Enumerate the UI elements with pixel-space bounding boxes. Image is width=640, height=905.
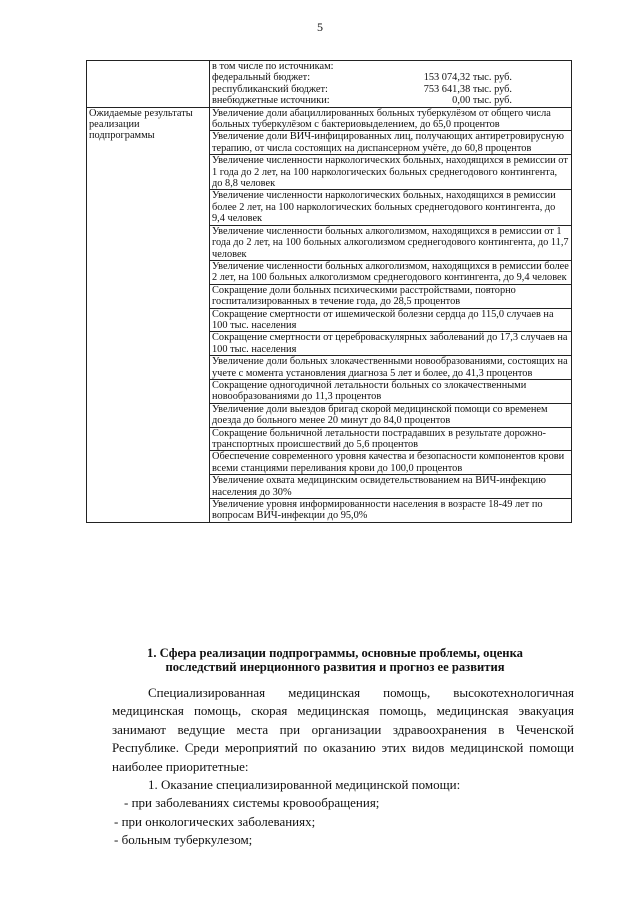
funding-sources-row	[87, 61, 572, 108]
expected-result-item: Увеличение численности наркологических больных, находящихся в ремиссии от 1 года до 2 лет, на 100 наркологических больных среднегодового контингента, до 8,8 человек	[210, 155, 571, 190]
subprogram-passport-table	[86, 60, 572, 523]
expected-result-item: Увеличение доли больных злокачественными новообразованиями, состоящих на учете с момента установления диагноза 5 лет и более, до 41,3 процентов	[210, 356, 571, 380]
expected-result-item: Увеличение численности больных алкоголизмом, находящихся в ремиссии более 2 лет, на 100 больных алкоголизмом среднегодового контингента, до 9,4 человек	[210, 261, 571, 285]
expected-results-cell	[210, 107, 572, 522]
page-number: 5	[317, 20, 323, 34]
expected-results-row	[87, 107, 572, 522]
expected-result-item: Увеличение доли ВИЧ-инфицированных лиц, получающих антиретровирусную терапию, от числа состоящих на диспансерном учёте, до 60,8 процентов	[210, 131, 571, 155]
list-item: - больным туберкулезом;	[114, 832, 253, 848]
funding-source-row	[212, 84, 569, 95]
funding-source-label: федеральный бюджет:	[212, 72, 311, 84]
expected-result-item: Сокращение смертности от цереброваскулярных заболеваний до 17,3 случаев на 100 тыс. населения	[210, 332, 571, 356]
funding-source-row	[212, 95, 569, 106]
expected-result-item: Увеличение численности больных алкоголизмом, находящихся в ремиссии от 1 года до 2 лет, на 100 больных алкоголизмом среднегодового контингента, до 11,7 человек	[210, 226, 571, 261]
expected-result-item: Увеличение доли выездов бригад скорой медицинской помощи со временем доезда до больного менее 20 минут до 84,0 процентов	[210, 404, 571, 428]
expected-result-item: Сокращение больничной летальности пострадавших в результате дорожно-транспортных происшествий до 5,6 процентов	[210, 428, 571, 452]
funding-sources-cell	[210, 61, 572, 108]
expected-result-item: Увеличение охвата медицинским освидетельствованием на ВИЧ-инфекцию населения до 30%	[210, 475, 571, 499]
expected-result-item: Обеспечение современного уровня качества и безопасности компонентов крови всеми станциями переливания крови до 100,0 процентов	[210, 451, 571, 475]
expected-result-item: Увеличение уровня информированности населения в возрасте 18-49 лет по вопросам ВИЧ-инфекции до 95,0%	[212, 499, 543, 522]
funding-source-value: 753 641,38 тыс. руб.	[423, 83, 512, 95]
expected-results-label: Ожидаемые результаты реализации подпрограммы	[87, 107, 210, 522]
list-item: - при онкологических заболеваниях;	[114, 813, 316, 829]
intro-paragraph: Специализированная медицинская помощь, высокотехнологичная медицинская помощь, скорая медицинская помощь, медицинская эвакуация занимают ведущие места при организации здравоохранения в Чеченской Республике. Среди мероприятий по оказанию этих видов медицинской помощи наиболее приоритетные:	[112, 685, 574, 774]
section-title: 1. Сфера реализации подпрограммы, основные проблемы, оценка последствий инерционного развития и прогноз ее развития	[147, 646, 523, 674]
body-text	[112, 684, 574, 850]
expected-result-item: Увеличение доли абациллированных больных туберкулёзом от общего числа больных туберкулёзом с бактериовыделением, до 65,0 процентов	[210, 108, 571, 132]
expected-result-item: Сокращение смертности от ишемической болезни сердца до 115,0 случаев на 100 тыс. населения	[210, 309, 571, 333]
funding-source-value: 153 074,32 тыс. руб.	[423, 72, 512, 84]
funding-source-value: 0,00 тыс. руб.	[452, 95, 512, 107]
funding-source-label: республиканский бюджет:	[212, 83, 328, 95]
funding-sources-label-cell	[87, 61, 210, 108]
list-heading: 1. Оказание специализированной медицинской помощи:	[148, 777, 461, 793]
funding-source-row	[212, 72, 569, 83]
expected-result-item: Сокращение одногодичной летальности больных со злокачественными новообразованиями до 11,3 процентов	[210, 380, 571, 404]
list-item: - при заболеваниях системы кровообращения;	[124, 795, 380, 811]
expected-result-item: Увеличение численности наркологических больных, находящихся в ремиссии более 2 лет, на 100 наркологических больных среднегодового контингента, до 9,4 человек	[210, 190, 571, 225]
expected-result-item: Сокращение доли больных психическими расстройствами, повторно госпитализированных в течение года, до 28,5 процентов	[210, 285, 571, 309]
funding-source-label: внебюджетные источники:	[212, 95, 330, 107]
funding-sources-heading: в том числе по источникам:	[212, 61, 334, 72]
